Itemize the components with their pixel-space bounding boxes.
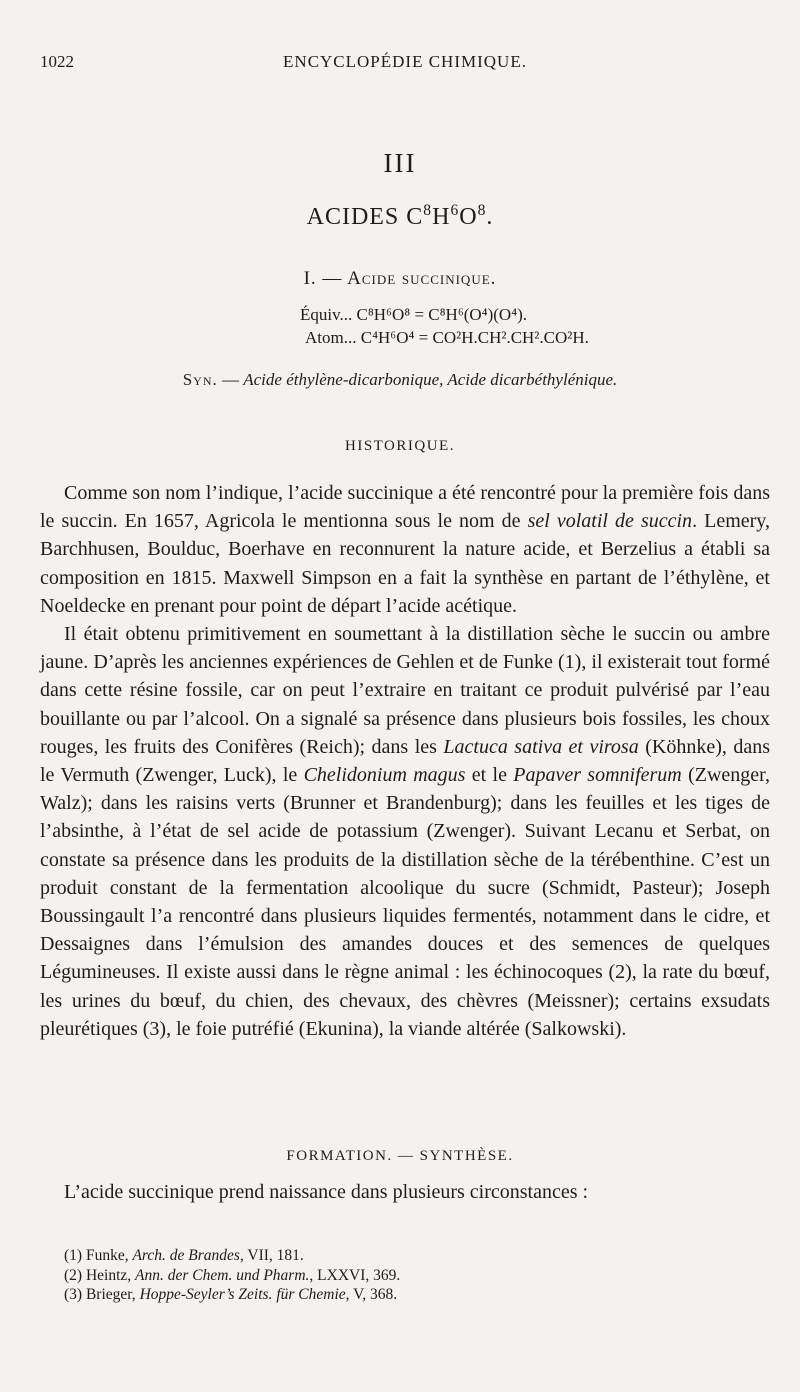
- synonyms-text: Acide éthylène-dicarbonique, Acide dicarbéthylénique.: [243, 370, 618, 389]
- formation-lead: L’acide succinique prend naissance dans plusieurs circonstances :: [64, 1181, 589, 1203]
- page-header: [40, 52, 770, 76]
- footnote-source: Ann. der Chem. und Pharm.: [135, 1266, 310, 1284]
- atomic-formula: [305, 328, 589, 348]
- footnote-text: , V, 368.: [345, 1286, 398, 1303]
- footnote-text: Brieger,: [82, 1286, 140, 1303]
- text-run: (Köhnke), dans le Vermuth (Zwenger, Luck), le: [40, 735, 770, 787]
- text-run: Comme son nom l’indique, l’acide succinique a été rencontré pour la première fois dans le succin. En 1657, Agricola le mentionna sous le nom de: [40, 482, 770, 533]
- section-title: I. — Acide succinique.: [303, 268, 497, 289]
- historique-paragraph-2: [40, 620, 770, 1043]
- footnote-marker: (3): [64, 1286, 83, 1303]
- atom-text: C⁴H⁶O⁴ = CO²H.CH².CH².CO²H.: [360, 328, 589, 347]
- synonyms-line: Syn. — Acide éthylène-dicarbonique, Acide dicarbéthylénique.: [182, 370, 618, 389]
- historique-heading: HISTORIQUE.: [345, 438, 455, 454]
- running-head: ENCYCLOPÉDIE CHIMIQUE.: [283, 52, 527, 71]
- footnote: [64, 1246, 400, 1266]
- chapter-title: ACIDES $C^8H^6O^8$.: [306, 202, 494, 230]
- footnote-marker: (1): [64, 1247, 83, 1264]
- historique-body: [40, 479, 770, 1043]
- footnote-text: Funke,: [82, 1247, 133, 1264]
- italic-term: sel volatil de succin: [527, 510, 693, 533]
- equiv-text: C⁸H⁶O⁸ = C⁸H⁶(O⁴)(O⁴).: [356, 305, 528, 324]
- footnote-text: , LXXVI, 369.: [309, 1266, 401, 1284]
- footnote: [64, 1285, 400, 1305]
- historique-paragraph-1: [40, 479, 770, 620]
- equiv-label: Équiv...: [300, 305, 353, 324]
- footnote-text: , VII, 181.: [239, 1247, 304, 1264]
- atom-label: Atom...: [305, 328, 357, 347]
- synonyms-label: Syn.: [182, 370, 218, 389]
- formation-heading: FORMATION. — SYNTHÈSE.: [286, 1148, 514, 1164]
- text-run: . Lemery, Barchhusen, Boulduc, Boerhave en reconnurent la nature acide, et Berzelius a établi sa composition en 1815. Maxwell Simpson en a fait la synthèse en partant de l’éthylène, et Noeldecke en prenant pour point de départ l’acide acétique.: [40, 510, 771, 617]
- footnote-source: Arch. de Brandes: [132, 1247, 240, 1264]
- footnotes: [64, 1246, 400, 1305]
- footnote-text: Heintz,: [82, 1266, 136, 1284]
- italic-term: Lactuca sativa et virosa: [443, 735, 639, 758]
- equivalent-formula: [300, 305, 527, 325]
- page-number: 1022: [40, 52, 74, 71]
- text-run: et le: [465, 764, 514, 787]
- footnote-marker: (2): [64, 1266, 83, 1284]
- italic-term: Papaver somniferum: [513, 764, 682, 787]
- italic-term: Chelidonium magus: [303, 764, 466, 787]
- chapter-number: III: [383, 148, 417, 178]
- text-run: (Zwenger, Walz); dans les raisins verts (Brunner et Brandenburg); dans les feuilles et les tiges de l’absinthe, à l’état de sel acide de potassium (Zwenger). Suivant Lecanu et Serbat, on constate sa présence dans les produits de la distillation sèche de la térébenthine. C’est un produit constant de la fermentation alcoolique du sucre (Schmidt, Pasteur); Joseph Boussingault l’a rencontré dans plusieurs liquides fermentés, notamment dans le cidre, et Dessaignes dans l’émulsion des amandes douces et des semences de quelques Légumineuses. Il existe aussi dans le règne animal : les échinocoques (2), la rate du bœuf, les urines du bœuf, du chien, des chevaux, des chèvres (Meissner); certains exsudats pleurétiques (3), le foie putréfié (Ekunina), la viande altérée (Salkowski).: [40, 764, 771, 1040]
- footnote-source: Hoppe-Seyler’s Zeits. für Chemie: [139, 1286, 346, 1303]
- footnote: [64, 1266, 400, 1286]
- text-run: Il était obtenu primitivement en soumettant à la distillation sèche le succin ou ambre jaune. D’après les anciennes expériences de Gehlen et de Funke (1), il existerait tout formé dans cette résine fossile, car on peut l’extraire en traitant ce produit pulvérisé par l’eau bouillante ou par l’alcool. On a signalé sa présence dans plusieurs bois fossiles, les choux rouges, les fruits des Conifères (Reich); dans les: [40, 623, 770, 758]
